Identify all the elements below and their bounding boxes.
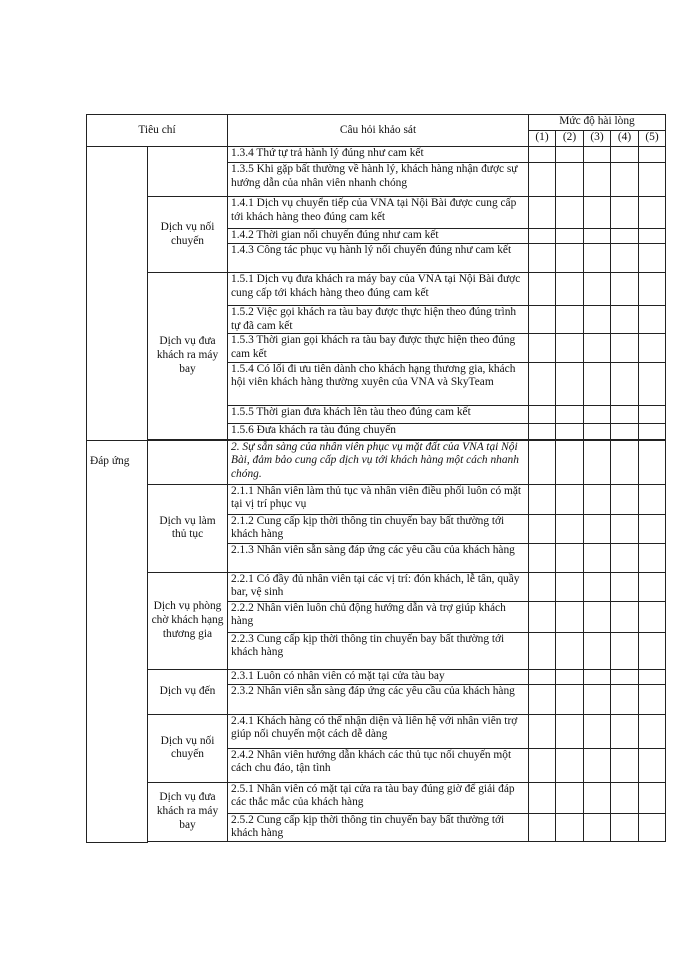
score-cell[interactable] (529, 543, 556, 572)
question-cell: 2.4.2 Nhân viên hướng dẫn khách các thủ tục nối chuyến một cách chu đáo, tận tình (228, 748, 529, 782)
question-cell: 1.4.1 Dịch vụ chuyển tiếp của VNA tại Nội Bài được cung cấp tới khách hàng theo đúng cam kết (228, 197, 529, 229)
score-cell[interactable] (556, 669, 584, 684)
question-cell: 2.5.1 Nhân viên có mặt tại cửa ra tàu bay đúng giờ để giải đáp các thắc mắc của khách hàng (228, 782, 529, 813)
score-cell[interactable] (556, 423, 584, 439)
question-cell: 2.2.3 Cung cấp kịp thời thông tin chuyến bay bất thường tới khách hàng (228, 632, 529, 669)
score-cell[interactable] (584, 669, 611, 684)
score-cell[interactable] (584, 782, 611, 813)
score-cell[interactable] (639, 601, 666, 632)
question-cell: 1.3.4 Thứ tự trả hành lý đúng như cam kết (228, 147, 529, 163)
score-cell[interactable] (639, 684, 666, 714)
score-cell[interactable] (611, 572, 639, 601)
question-cell: 2.4.1 Khách hàng có thể nhận diện và liên hệ với nhân viên trợ giúp nối chuyến một cách dễ dàng (228, 714, 529, 748)
score-cell[interactable] (584, 813, 611, 841)
score-cell[interactable] (611, 147, 639, 163)
score-cell[interactable] (611, 601, 639, 632)
table-row (87, 842, 666, 843)
score-cell[interactable] (529, 362, 556, 405)
score-cell[interactable] (639, 362, 666, 405)
table-row (87, 197, 666, 229)
score-cell[interactable] (639, 543, 666, 572)
score-cell[interactable] (529, 669, 556, 684)
score-cell[interactable] (584, 362, 611, 405)
score-cell[interactable] (556, 543, 584, 572)
score-cell[interactable] (556, 813, 584, 841)
score-cell[interactable] (639, 782, 666, 813)
score-cell[interactable] (584, 334, 611, 362)
score-cell[interactable] (611, 669, 639, 684)
score-cell[interactable] (639, 147, 666, 163)
score-cell[interactable] (639, 229, 666, 244)
question-cell: 2.3.1 Luôn có nhân viên có mặt tại cửa tàu bay (228, 669, 529, 684)
question-cell: 1.5.3 Thời gian gọi khách ra tàu bay được thực hiện theo đúng cam kết (228, 334, 529, 362)
score-cell[interactable] (556, 273, 584, 306)
score-cell[interactable] (639, 484, 666, 514)
score-cell[interactable] (639, 572, 666, 601)
score-cell[interactable] (639, 405, 666, 423)
score-cell[interactable] (556, 229, 584, 244)
score-cell[interactable] (556, 632, 584, 669)
score-cell[interactable] (556, 572, 584, 601)
score-cell[interactable] (556, 334, 584, 362)
score-cell[interactable] (529, 273, 556, 306)
question-cell: 2.3.2 Nhân viên sẵn sàng đáp ứng các yêu cầu của khách hàng (228, 684, 529, 714)
score-cell[interactable] (529, 440, 556, 484)
score-cell[interactable] (611, 440, 639, 484)
score-cell[interactable] (529, 632, 556, 669)
score-cell[interactable] (639, 632, 666, 669)
score-cell[interactable] (584, 440, 611, 484)
score-cell[interactable] (556, 163, 584, 197)
score-cell[interactable] (611, 197, 639, 229)
score-cell[interactable] (611, 714, 639, 748)
question-header: Câu hỏi khảo sát (228, 115, 529, 147)
question-cell: 1.5.1 Dịch vụ đưa khách ra máy bay của VNA tại Nội Bài được cung cấp tới khách hàng theo đúng cam kết (228, 273, 529, 306)
score-cell[interactable] (556, 244, 584, 273)
score-cell[interactable] (584, 632, 611, 669)
score-cell[interactable] (584, 306, 611, 334)
score-cell[interactable] (611, 306, 639, 334)
criteria-cell (87, 147, 148, 441)
survey-table (86, 114, 666, 843)
question-cell: 2.2.2 Nhân viên luôn chủ động hướng dẫn và trợ giúp khách hàng (228, 601, 529, 632)
score-cell[interactable] (611, 405, 639, 423)
service-group-label: Dịch vụ đưa khách ra máy bay (148, 782, 228, 841)
score-cell[interactable] (584, 484, 611, 514)
group-cell (148, 440, 228, 484)
score-cell[interactable] (584, 684, 611, 714)
score-cell[interactable] (584, 244, 611, 273)
score-cell[interactable] (611, 244, 639, 273)
score-cell[interactable] (639, 163, 666, 197)
score-cell[interactable] (556, 748, 584, 782)
service-group-label: Dịch vụ nối chuyến (148, 197, 228, 273)
question-cell: 1.4.3 Công tác phục vụ hành lý nối chuyến đúng như cam kết (228, 244, 529, 273)
score-cell[interactable] (639, 306, 666, 334)
score-cell[interactable] (556, 197, 584, 229)
score-cell[interactable] (529, 147, 556, 163)
score-cell[interactable] (556, 684, 584, 714)
level-header: (1) (529, 131, 556, 147)
score-cell[interactable] (639, 748, 666, 782)
score-cell[interactable] (611, 273, 639, 306)
score-cell[interactable] (584, 572, 611, 601)
score-cell[interactable] (529, 714, 556, 748)
score-cell[interactable] (584, 147, 611, 163)
score-cell[interactable] (639, 197, 666, 229)
score-cell[interactable] (611, 748, 639, 782)
score-cell[interactable] (529, 782, 556, 813)
level-header: (3) (584, 131, 611, 147)
satisfaction-header: Mức độ hài lòng (529, 115, 666, 131)
score-cell[interactable] (529, 601, 556, 632)
score-cell[interactable] (584, 229, 611, 244)
score-cell[interactable] (529, 813, 556, 841)
score-cell[interactable] (611, 684, 639, 714)
score-cell[interactable] (611, 229, 639, 244)
score-cell[interactable] (584, 514, 611, 543)
question-cell: 1.4.2 Thời gian nối chuyến đúng như cam kết (228, 229, 529, 244)
question-cell: 2.5.2 Cung cấp kịp thời thông tin chuyến bay bất thường tới khách hàng (228, 813, 529, 841)
score-cell[interactable] (611, 632, 639, 669)
question-cell: 2.1.3 Nhân viên sẵn sàng đáp ứng các yêu cầu của khách hàng (228, 543, 529, 572)
question-cell: 2.1.2 Cung cấp kịp thời thông tin chuyến bay bất thường tới khách hàng (228, 514, 529, 543)
service-group-label: Dịch vụ phòng chờ khách hạng thương gia (148, 572, 228, 669)
score-cell[interactable] (584, 163, 611, 197)
question-cell: 1.5.5 Thời gian đưa khách lên tàu theo đúng cam kết (228, 405, 529, 423)
score-cell[interactable] (639, 669, 666, 684)
score-cell[interactable] (584, 714, 611, 748)
score-cell[interactable] (556, 514, 584, 543)
score-cell[interactable] (529, 334, 556, 362)
question-cell: 1.5.2 Việc gọi khách ra tàu bay được thực hiện theo đúng trình tự đã cam kết (228, 306, 529, 334)
score-cell[interactable] (584, 601, 611, 632)
question-cell: 1.5.6 Đưa khách ra tàu đúng chuyến (228, 423, 529, 439)
score-cell[interactable] (611, 423, 639, 439)
level-header: (4) (611, 131, 639, 147)
score-cell[interactable] (639, 273, 666, 306)
table-row (87, 782, 666, 813)
score-cell[interactable] (584, 197, 611, 229)
section-heading-row (87, 440, 666, 484)
score-cell[interactable] (556, 306, 584, 334)
question-cell: 2.2.1 Có đầy đủ nhân viên tại các vị trí: đón khách, lễ tân, quầy bar, vệ sinh (228, 572, 529, 601)
level-header: (5) (639, 131, 666, 147)
service-group-label: Dịch vụ đến (148, 669, 228, 714)
score-cell[interactable] (529, 748, 556, 782)
question-cell: 2.1.1 Nhân viên làm thủ tục và nhân viên điều phối luôn có mặt tại vị trí phục vụ (228, 484, 529, 514)
score-cell[interactable] (529, 484, 556, 514)
score-cell[interactable] (639, 813, 666, 841)
score-cell[interactable] (611, 334, 639, 362)
score-cell[interactable] (556, 405, 584, 423)
section-heading: 2. Sự sẵn sàng của nhân viên phục vụ mặt đất của VNA tại Nội Bài, đảm bảo cung cấp dịch vụ tới khách hàng một cách nhanh chóng. (228, 440, 529, 484)
score-cell[interactable] (529, 306, 556, 334)
score-cell[interactable] (529, 514, 556, 543)
score-cell[interactable] (529, 244, 556, 273)
score-cell[interactable] (556, 147, 584, 163)
score-cell[interactable] (529, 405, 556, 423)
table-row (87, 147, 666, 163)
table-row (87, 572, 666, 601)
score-cell[interactable] (556, 440, 584, 484)
score-cell[interactable] (639, 440, 666, 484)
service-group-label: Dịch vụ làm thủ tục (148, 484, 228, 572)
score-cell[interactable] (556, 362, 584, 405)
score-cell[interactable] (584, 543, 611, 572)
service-group-label: Dịch vụ đưa khách ra máy bay (148, 273, 228, 440)
header-row (87, 115, 666, 131)
score-cell[interactable] (611, 813, 639, 841)
score-cell[interactable] (611, 782, 639, 813)
score-cell[interactable] (556, 782, 584, 813)
score-cell[interactable] (584, 748, 611, 782)
score-cell[interactable] (611, 484, 639, 514)
score-cell[interactable] (584, 405, 611, 423)
score-cell[interactable] (611, 163, 639, 197)
criteria-header: Tiêu chí (87, 115, 228, 147)
group-cell (148, 147, 228, 197)
score-cell[interactable] (611, 362, 639, 405)
score-cell[interactable] (529, 572, 556, 601)
criteria-responsiveness: Đáp ứng (87, 440, 148, 842)
score-cell[interactable] (529, 163, 556, 197)
table-row (87, 273, 666, 306)
level-header: (2) (556, 131, 584, 147)
score-cell[interactable] (639, 244, 666, 273)
service-group-label: Dịch vụ nối chuyến (148, 714, 228, 782)
score-cell[interactable] (584, 423, 611, 439)
table-row (87, 484, 666, 514)
score-cell[interactable] (529, 229, 556, 244)
score-cell[interactable] (556, 484, 584, 514)
question-cell: 1.3.5 Khi gặp bất thường về hành lý, khách hàng nhận được sự hướng dẫn của nhân viên nhanh chóng (228, 163, 529, 197)
table-row (87, 714, 666, 748)
score-cell[interactable] (556, 714, 584, 748)
table-row (87, 669, 666, 684)
score-cell[interactable] (556, 601, 584, 632)
score-cell[interactable] (584, 273, 611, 306)
question-cell: 1.5.4 Có lối đi ưu tiên dành cho khách hạng thương gia, khách hội viên khách hàng thường xuyên của VNA và SkyTeam (228, 362, 529, 405)
score-cell[interactable] (611, 514, 639, 543)
score-cell[interactable] (639, 514, 666, 543)
score-cell[interactable] (639, 423, 666, 439)
score-cell[interactable] (639, 334, 666, 362)
score-cell[interactable] (529, 197, 556, 229)
score-cell[interactable] (529, 423, 556, 439)
score-cell[interactable] (639, 714, 666, 748)
score-cell[interactable] (611, 543, 639, 572)
score-cell[interactable] (529, 684, 556, 714)
